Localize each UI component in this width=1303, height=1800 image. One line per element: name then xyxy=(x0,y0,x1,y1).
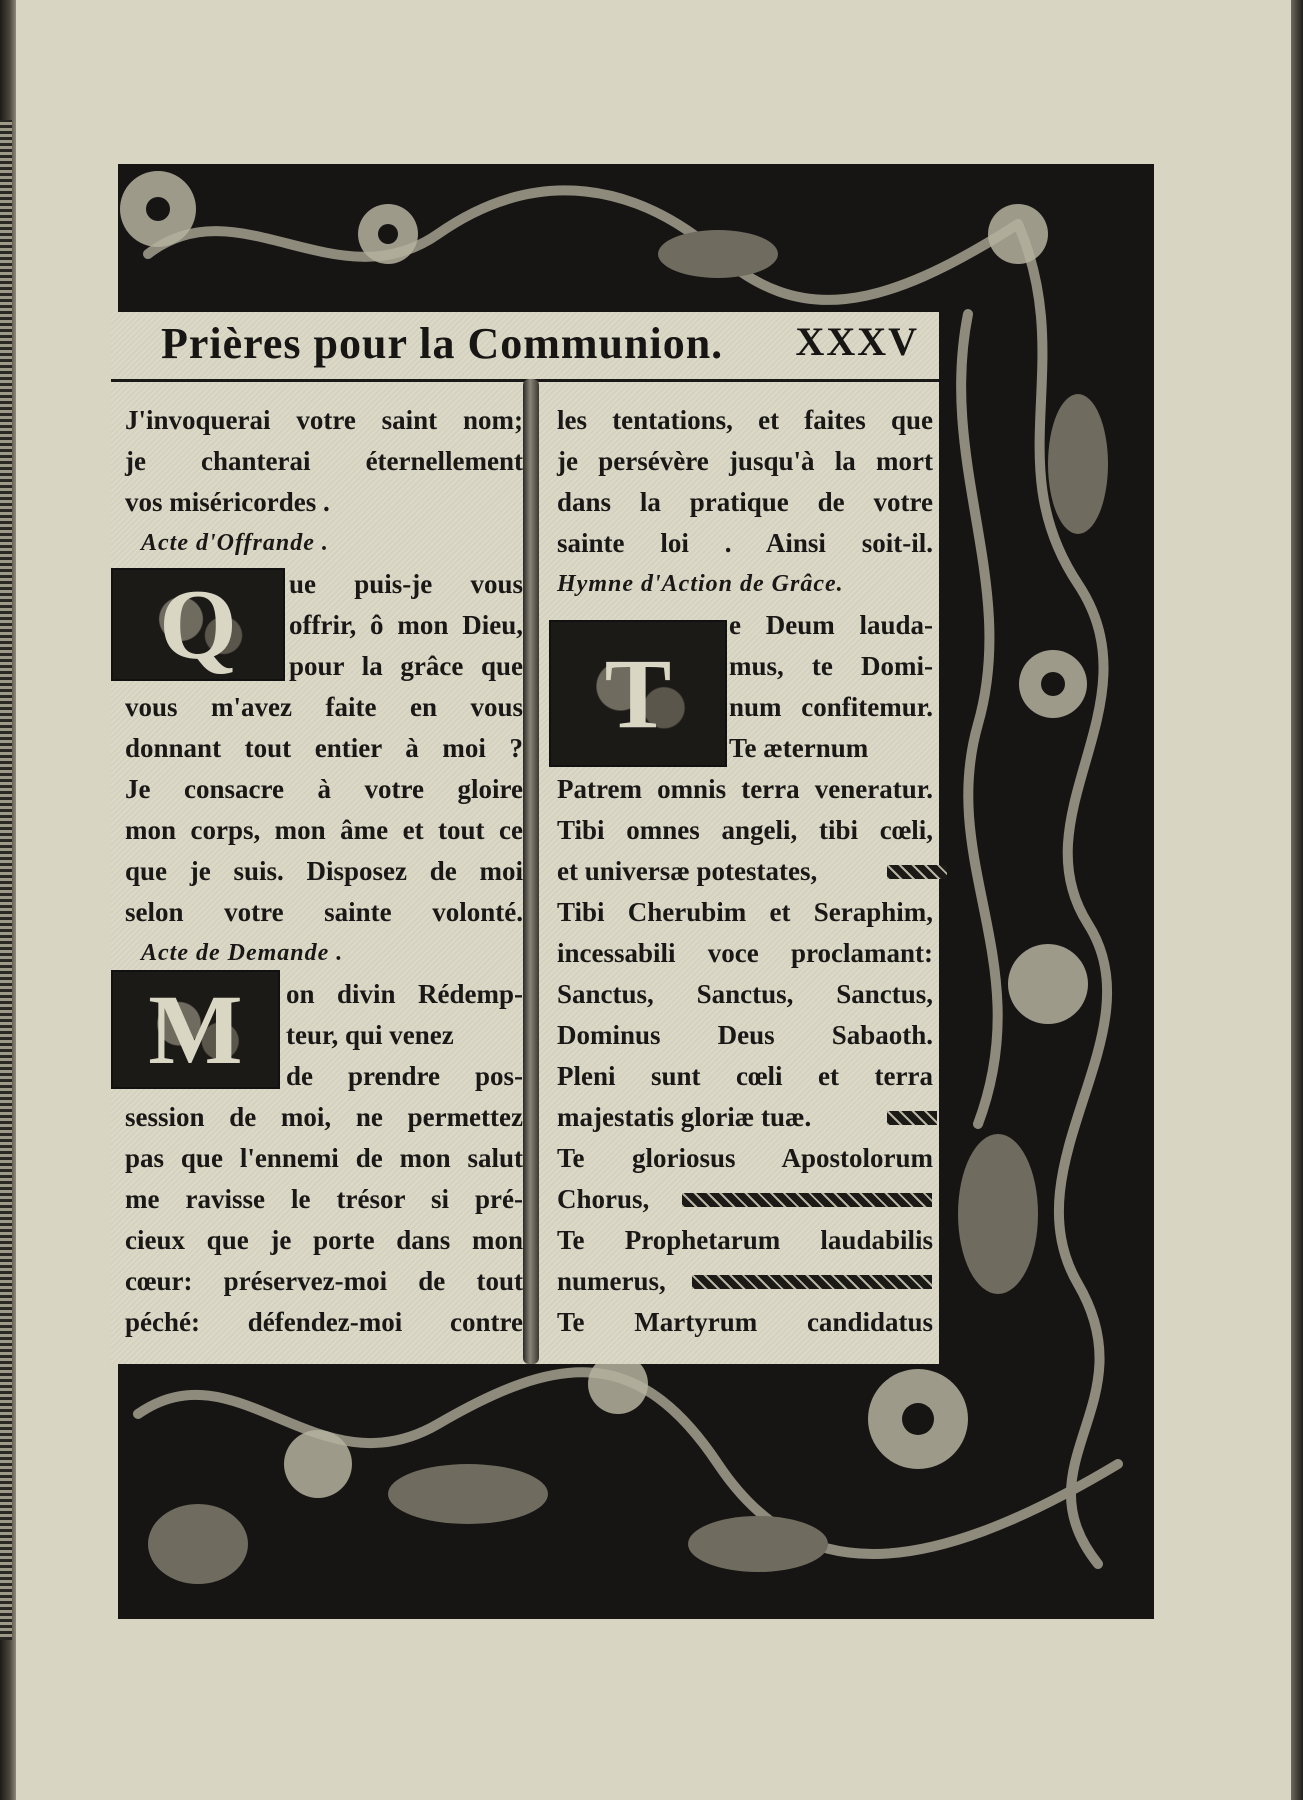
text-line: incessabili voce proclamant: xyxy=(557,938,933,968)
text-line: Te gloriosus Apostolorum xyxy=(557,1143,933,1173)
text-line: Te æternum xyxy=(729,733,869,763)
text-line: on divin Rédemp- xyxy=(286,979,523,1009)
text-line: je chanterai éternellement xyxy=(125,446,523,476)
section-heading: Acte de Demande . xyxy=(141,940,344,966)
text-line: majestatis gloriæ tuæ. xyxy=(557,1102,812,1132)
text-line: session de moi, ne permettez xyxy=(125,1102,523,1132)
text-line: Patrem omnis terra veneratur. xyxy=(557,774,933,804)
line-filler-ornament xyxy=(682,1193,932,1207)
previous-page-edge xyxy=(0,120,12,1640)
text-line: pas que l'ennemi de mon salut xyxy=(125,1143,523,1173)
text-line: e Deum lauda- xyxy=(729,610,933,640)
section-heading: Hymne d'Action de Grâce. xyxy=(557,571,844,597)
line-filler-ornament xyxy=(692,1275,932,1289)
text-line: offrir, ô mon Dieu, xyxy=(289,610,523,640)
running-header xyxy=(111,312,939,382)
text-line: de prendre pos- xyxy=(286,1061,523,1091)
text-line: ue puis-je vous xyxy=(289,569,523,599)
text-line: mus, te Domi- xyxy=(729,651,933,681)
text-line: num confitemur. xyxy=(729,692,933,722)
text-line: numerus, xyxy=(557,1266,666,1296)
text-line: Te Prophetarum laudabilis xyxy=(557,1225,933,1255)
text-line: mon corps, mon âme et tout ce xyxy=(125,815,523,845)
text-line: Sanctus, Sanctus, Sanctus, xyxy=(557,979,933,1009)
text-panel xyxy=(111,312,939,1364)
text-line: vos miséricordes . xyxy=(125,487,330,517)
text-line: donnant tout entier à moi ? xyxy=(125,733,523,763)
text-line: Je consacre à votre gloire xyxy=(125,774,523,804)
text-line: Te Martyrum candidatus xyxy=(557,1307,933,1337)
line-filler-ornament xyxy=(887,1111,937,1125)
text-line: Chorus, xyxy=(557,1184,650,1214)
text-line: Dominus Deus Sabaoth. xyxy=(557,1020,933,1050)
text-line: selon votre sainte volonté. xyxy=(125,897,523,927)
text-line: les tentations, et faites que xyxy=(557,405,933,435)
section-heading: Acte d'Offrande . xyxy=(141,530,329,556)
text-line: me ravisse le trésor si pré- xyxy=(125,1184,523,1214)
page-number: XXXV xyxy=(795,319,919,364)
text-line: cieux que je porte dans mon xyxy=(125,1225,523,1255)
page-edge xyxy=(1291,0,1303,1800)
text-line: péché: défendez-moi contre xyxy=(125,1307,523,1337)
text-line: teur, qui venez xyxy=(286,1020,454,1050)
text-line: J'invoquerai votre saint nom; xyxy=(125,405,523,435)
text-line: je persévère jusqu'à la mort xyxy=(557,446,933,476)
text-line: dans la pratique de votre xyxy=(557,487,933,517)
page-title: Prières pour la Communion. xyxy=(161,319,724,368)
text-line: pour la grâce que xyxy=(289,651,523,681)
line-filler-ornament xyxy=(887,865,947,879)
drop-cap-q: Q xyxy=(111,568,285,681)
text-line: vous m'avez faite en vous xyxy=(125,692,523,722)
text-line: et universæ potestates, xyxy=(557,856,818,886)
text-line: que je suis. Disposez de moi xyxy=(125,856,523,886)
text-line: Pleni sunt cœli et terra xyxy=(557,1061,933,1091)
text-line: cœur: préservez-moi de tout xyxy=(125,1266,523,1296)
text-line: Tibi Cherubim et Seraphim, xyxy=(557,897,933,927)
text-line: Tibi omnes angeli, tibi cœli, xyxy=(557,815,933,845)
drop-cap-t: T xyxy=(549,620,727,767)
drop-cap-m: M xyxy=(111,970,280,1089)
text-line: sainte loi . Ainsi soit-il. xyxy=(557,528,933,558)
